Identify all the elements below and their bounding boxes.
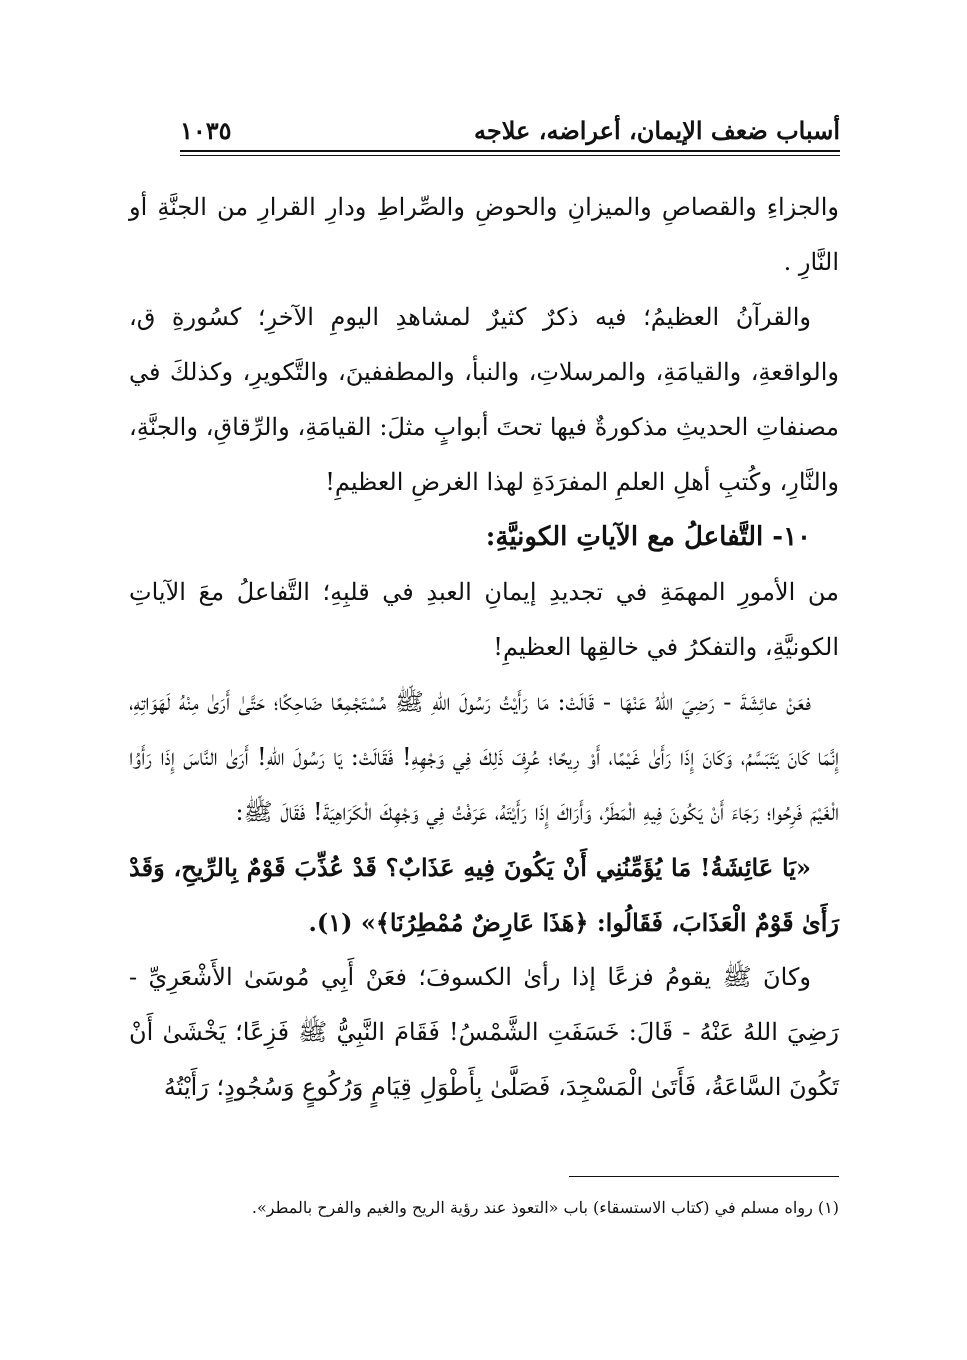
header-rule — [180, 150, 840, 152]
section-heading: ١٠- التَّفاعلُ مع الآياتِ الكونيَّةِ: — [485, 522, 811, 552]
footnote-rule — [569, 1176, 839, 1177]
main-text — [129, 180, 839, 1115]
running-title: أسباب ضعف الإيمان، أعراضه، علاجه — [474, 116, 840, 145]
paragraph-continuation: والجزاءِ والقصاصِ والميزانِ والحوضِ والصِّراطِ ودارِ القرارِ من الجنَّةِ أو النَّارِ . — [129, 193, 839, 276]
paragraph-eclipse: وكانَ ﷺ يقومُ فزعًا إذا رأىٰ الكسوفَ؛ فعَنْ أَبِي مُوسَىٰ الأَشْعَرِيِّ - رَضِيَ اللهُ عَنْهُ - قَالَ: خَسَفَتِ الشَّمْسُ! فَقَامَ النَّبِيُّ ﷺ فَزِعًا؛ يَخْشَىٰ أَنْ تَكُونَ السَّاعَةُ، فَأَتَىٰ الْمَسْجِدَ، فَصَلَّىٰ بِأَطْوَلِ قِيَامٍ وَرُكُوعٍ وَسُجُودٍ؛ رَأَيْتُهُ — [129, 963, 839, 1101]
footnote: (١) رواه مسلم في (كتاب الاستسقاء) باب «التعوذ عند رؤية الريح والغيم والفرح بالمطر». — [251, 1198, 839, 1217]
paragraph-cosmic-signs: من الأمورِ المهمَةِ في تجديدِ إيمانِ العبدِ في قلبِهِ؛ التَّفاعلُ معَ الآياتِ الكونيَّةِ، والتفكرُ في خالقِها العظيمِ! — [129, 578, 839, 661]
paragraph-quran: والقرآنُ العظيمُ؛ فيه ذكرٌ كثيرٌ لمشاهدِ اليومِ الآخرِ؛ كسُورةِ ق، والواقعةِ، والقيامَةِ، والمرسلاتِ، والنبأ، والمطففينَ، والتَّكويرِ، وكذلكَ في مصنفاتِ الحديثِ مذكورةٌ فيها تحتَ أبوابٍ مثلَ: القيامَةِ، والرِّقاقِ، والجنَّةِ، والنَّارِ، وكُتبِ أهلِ العلمِ المفرَدَةِ لهذا الغرضِ العظيمِ! — [129, 303, 839, 496]
page-number: ١٠٣٥ — [180, 116, 232, 145]
paragraph-aisha-hadith: فعَنْ عائِشَةَ - رَضِيَ اللهُ عَنْهَا - قَالَتْ: مَا رَأَيْتُ رَسُولَ اللهِ ﷺ مُسْتَجْمِعًا ضَاحِكًا؛ حَتَّىٰ أَرَىٰ مِنْهُ لَهَوَاتِهِ، إِنَّمَا كَانَ يَتَبَسَّمُ، وَكَانَ إِذَا رَأَىٰ غَيْمًا، أَوْ رِيحًا؛ عُرِفَ ذَلِكَ فِي وَجْهِهِ! فَقَالَتْ: يَا رَسُولَ اللهِ! أَرَىٰ النَّاسَ إِذَا رَأَوُا الْغَيْمَ فَرِحُوا؛ رَجَاءَ أَنْ يَكُونَ فِيهِ الْمَطَرُ، وَأَرَاكَ إِذَا رَأَيْتَهُ، عَرَفْتُ فِي وَجْهِكَ الْكَرَاهِيَةَ! فَقَالَ ﷺ: — [129, 688, 839, 826]
header-rule-thin — [180, 155, 840, 156]
page-header — [180, 116, 840, 154]
paragraph-prophet-quote: «يَا عَائِشَةُ! مَا يُؤَمِّنُنِي أَنْ يَكُونَ فِيهِ عَذَابٌ؟ قَدْ عُذِّبَ قَوْمٌ بِالرِّيحِ، وَقَدْ رَأَىٰ قَوْمٌ الْعَذَابَ، فَقَالُوا: ﴿هَذَا عَارِضٌ مُمْطِرُنَا﴾» (١). — [129, 853, 839, 937]
